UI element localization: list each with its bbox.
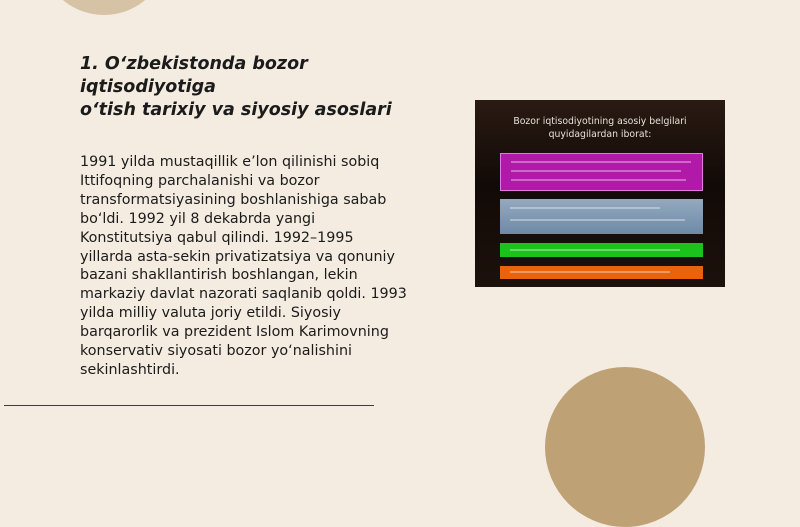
divider-line (4, 405, 374, 406)
embedded-slide-image (475, 100, 725, 287)
slide-title-line: o‘tish tarixiy va siyosiy asoslari (80, 100, 392, 120)
embedded-text-line (510, 271, 670, 273)
embedded-text-line (510, 249, 680, 251)
embedded-bar-green (500, 243, 703, 257)
embedded-text-line (511, 161, 691, 163)
embedded-bar-magenta (500, 153, 703, 191)
body-line: 1991 yilda mustaqillik e’lon qilinishi sobiq (80, 154, 380, 170)
body-line: transformatsiyasining boshlanishiga sabab (80, 191, 387, 208)
body-line: bazani shakllantirish boshlangan, lekin (80, 267, 358, 284)
embedded-text-line (510, 219, 685, 221)
embedded-bar-orange (500, 266, 703, 279)
body-line: Ittifoqning parchalanishi va bozor (80, 172, 320, 189)
embedded-title-line: Bozor iqtisodiyotining asosiy belgilari (513, 116, 687, 127)
body-line: yillarda asta-sekin privatizatsiya va qonuniy (80, 248, 395, 265)
embedded-text-line (511, 179, 686, 181)
slide-body-text (80, 153, 425, 380)
body-line: barqarorlik va prezident Islom Karimovning (80, 324, 389, 341)
body-line: markaziy davlat nazorati saqlanib qoldi. 1993 (80, 286, 407, 303)
slide-title-line: 1. O‘zbekistonda bozor iqtisodiyotiga (80, 54, 308, 97)
embedded-text-line (510, 207, 660, 209)
slide-title (80, 53, 440, 122)
body-line: konservativ siyosati bozor yo‘nalishini (80, 343, 352, 360)
embedded-text-line (511, 170, 681, 172)
body-line: sekinlashtirdi. (80, 361, 180, 378)
embedded-slide-title (475, 115, 725, 141)
embedded-title-line: quyidagilardan iborat: (548, 129, 652, 140)
body-line: Konstitutsiya qabul qilindi. 1992–1995 (80, 229, 354, 246)
decorative-circle-bottom (545, 367, 705, 527)
body-line: bo‘ldi. 1992 yil 8 dekabrda yangi (80, 210, 316, 227)
decorative-circle-top (40, 0, 168, 15)
body-line: yilda milliy valuta joriy etildi. Siyosiy (80, 305, 341, 322)
embedded-bar-blue (500, 199, 703, 234)
